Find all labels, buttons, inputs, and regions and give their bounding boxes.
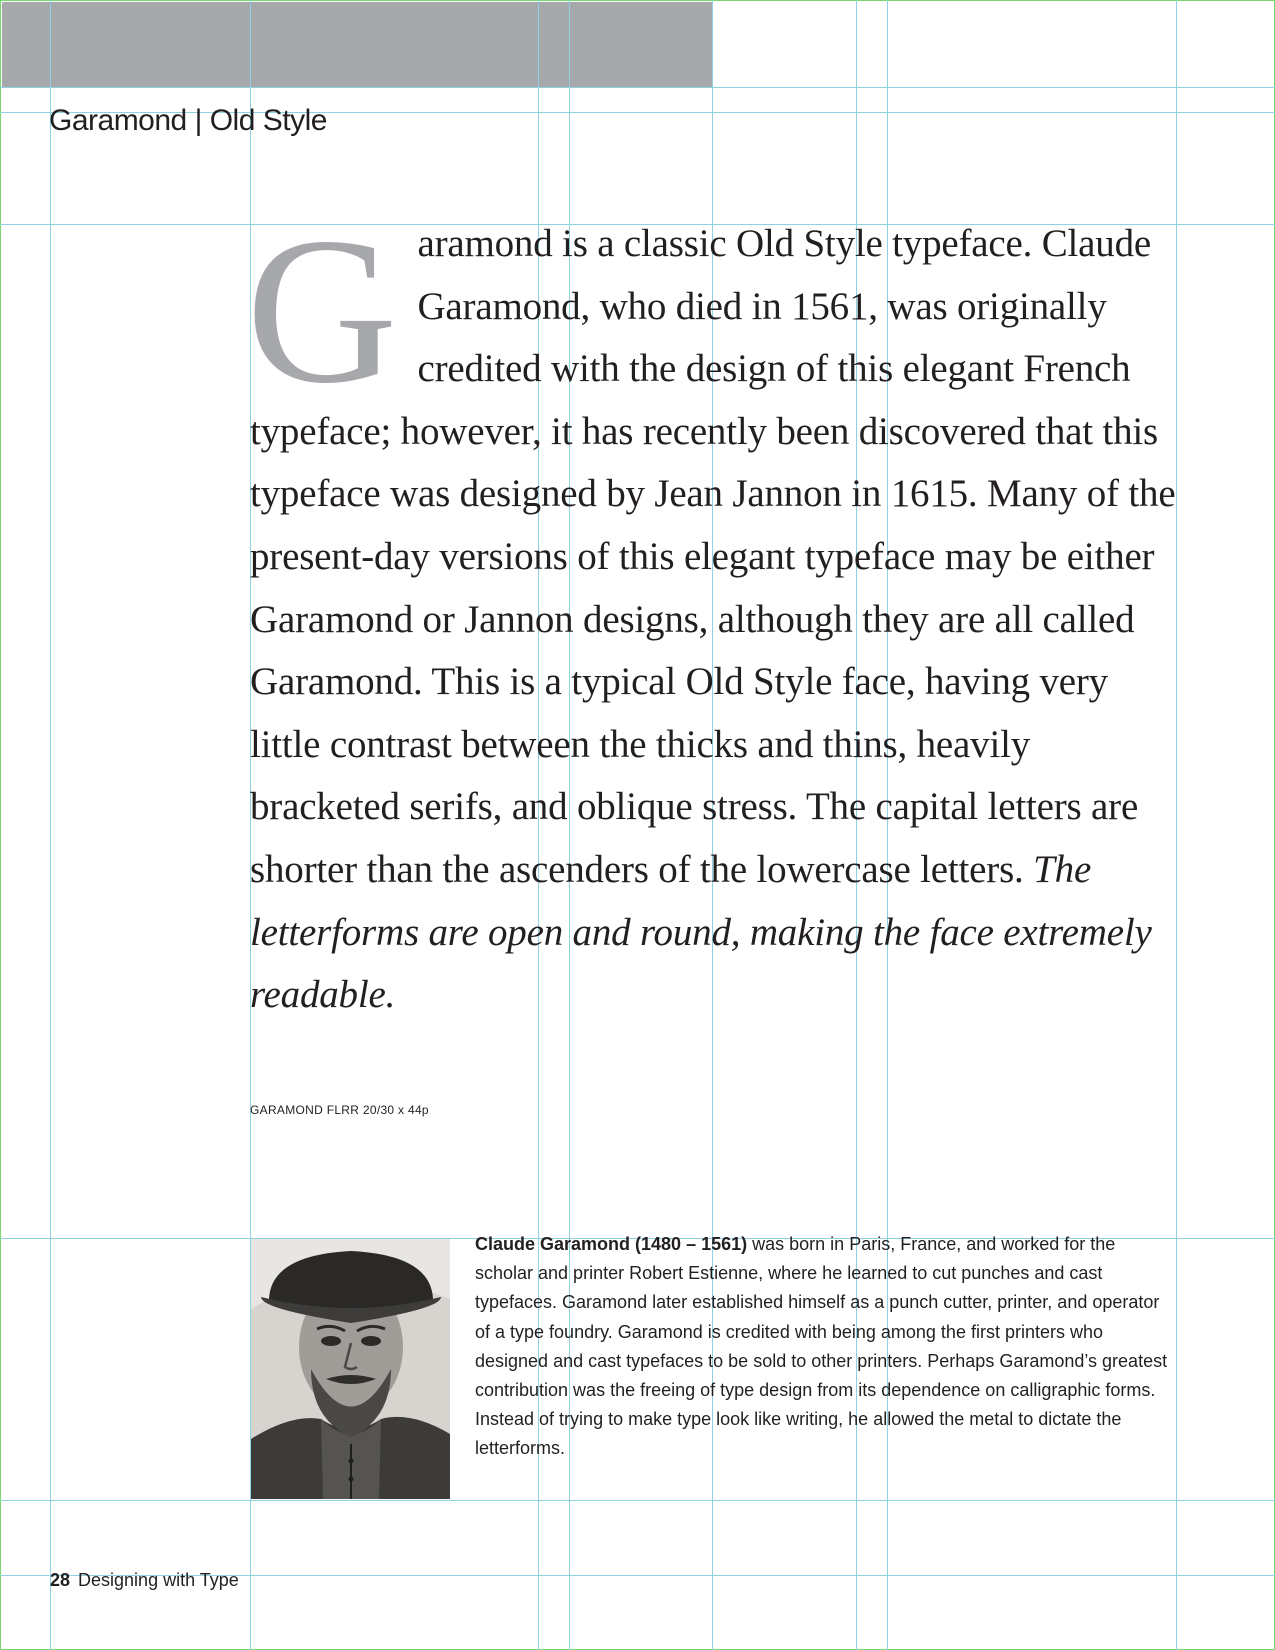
portrait-image — [251, 1239, 450, 1499]
spec-caption: GARAMOND FLRR 20/30 x 44p — [250, 1103, 429, 1117]
page-footer — [50, 1570, 239, 1591]
bio-paragraph — [475, 1230, 1175, 1464]
bio-text: was born in Paris, France, and worked for the scholar and printer Robert Estienne, where he learned to cut punches and cast typefaces. Garamond later established himself as a punch cutter, printer, and operator of a type foundry. Garamond is credited with being among the first printers who designed and cast typefaces to be sold to other printers. Perhaps Garamond’s greatest contribution was the freeing of type design from its dependence on calligraphic forms. Instead of trying to make type look like writing, he allowed the metal to dictate the letterforms. — [475, 1234, 1168, 1459]
bio-name-dates: Claude Garamond (1480 – 1561) — [475, 1234, 748, 1254]
body-text-regular: aramond is a classic Old Style typeface. Claude Garamond, who died in 1561, was originally credited with the design of this elegant French typeface; however, it has recently been discovered that this typeface was designed by Jean Jannon in 1615. Many of the present-day versions of this elegant typeface may be either Garamond or Jannon designs, although they are all called Garamond. This is a typical Old Style face, having very little contrast between the thicks and thins, heavily bracketed serifs, and oblique stress. The capital letters are shorter than the ascenders of the lowercase letters. — [250, 222, 1176, 891]
section-title: Garamond | Old Style — [49, 104, 327, 137]
header-bar — [2, 2, 712, 87]
body-paragraph — [246, 195, 1185, 1027]
body-text-italic: The letterforms are open and round, making the face extremely readable. — [250, 847, 1152, 1017]
page-number: 28 — [50, 1570, 71, 1590]
book-title: Designing with Type — [78, 1570, 239, 1590]
drop-cap: G — [246, 195, 398, 427]
